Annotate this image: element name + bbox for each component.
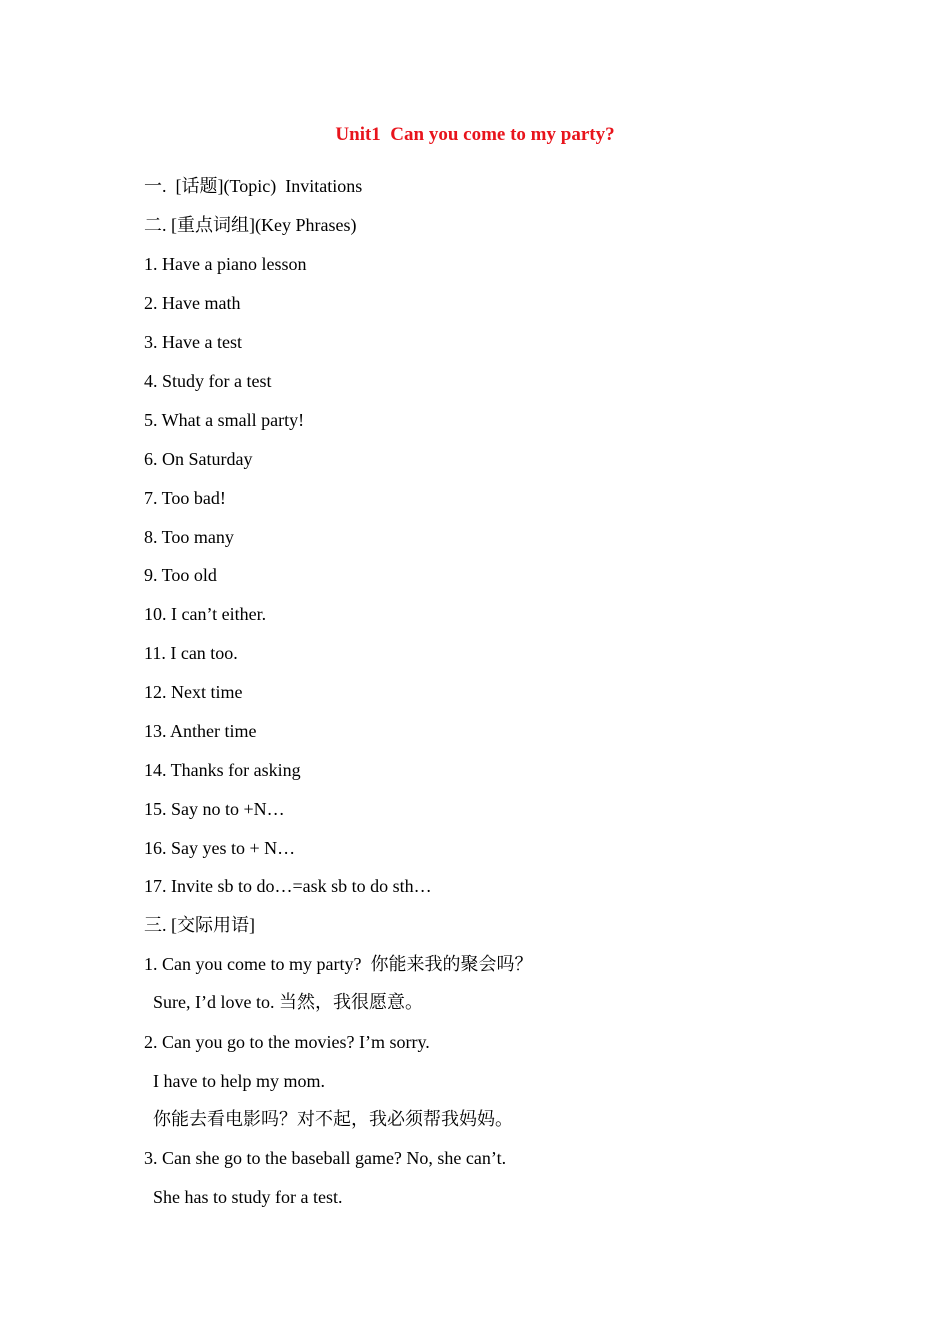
phrase-item: 11. I can too. [144, 643, 238, 663]
section-topic-heading: 一. [话题](Topic) Invitations [144, 176, 363, 196]
phrase-item: 5. What a small party! [144, 410, 305, 430]
phrase-item: 14. Thanks for asking [144, 760, 301, 780]
phrase-item: 13. Anther time [144, 721, 257, 741]
phrase-item: 6. On Saturday [144, 449, 253, 469]
phrase-item: 8. Too many [144, 527, 234, 547]
dialogue-line: I have to help my mom. [153, 1071, 325, 1091]
dialogue-line: 2. Can you go to the movies? I’m sorry. [144, 1032, 430, 1052]
phrase-item: 17. Invite sb to do…=ask sb to do sth… [144, 876, 432, 896]
phrase-item: 1. Have a piano lesson [144, 254, 307, 274]
phrase-item: 15. Say no to +N… [144, 799, 285, 819]
phrase-item: 12. Next time [144, 682, 243, 702]
phrase-item: 16. Say yes to + N… [144, 838, 296, 858]
phrase-item: 10. I can’t either. [144, 604, 267, 624]
document-title: Unit1 Can you come to my party? [335, 124, 615, 145]
phrase-item: 4. Study for a test [144, 371, 272, 391]
section-expressions-heading: 三. [交际用语] [144, 915, 255, 935]
dialogue-line: Sure, I’d love to. 当然，我很愿意。 [153, 992, 423, 1012]
phrase-item: 7. Too bad! [144, 488, 226, 508]
dialogue-line: 你能去看电影吗？对不起，我必须帮我妈妈。 [153, 1109, 513, 1129]
phrase-item: 3. Have a test [144, 332, 242, 352]
dialogue-line: 1. Can you come to my party? 你能来我的聚会吗？ [144, 954, 533, 974]
dialogue-line: 3. Can she go to the baseball game? No, she can’t. [144, 1148, 507, 1168]
phrase-item: 9. Too old [144, 565, 217, 585]
dialogue-line: She has to study for a test. [153, 1187, 343, 1207]
section-key-phrases-heading: 二. [重点词组](Key Phrases) [144, 215, 357, 235]
phrase-item: 2. Have math [144, 293, 241, 313]
